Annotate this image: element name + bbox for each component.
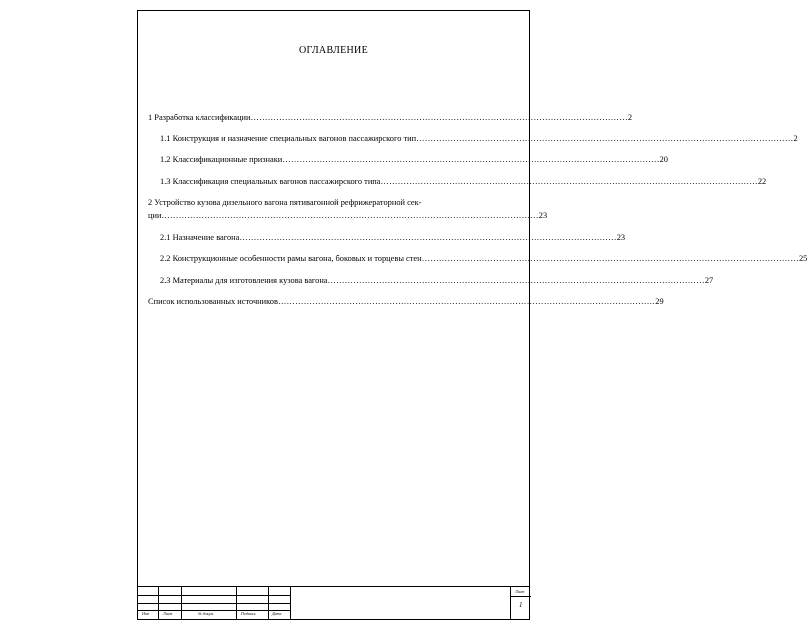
toc-entry-text: 1 Разработка классификации: [148, 113, 251, 122]
toc-page-number: 2: [627, 113, 633, 122]
toc-page-number: 22: [757, 177, 767, 186]
toc-entry-2-2: [160, 254, 807, 264]
toc-entry-text: 1.1 Конструкция и назначение специальных вагонов пассажирского тип: [160, 134, 417, 143]
stamp-caption-doc-number: № докум.: [198, 611, 214, 616]
toc-leader: ……………………………………………………………………………………………………………………: [421, 254, 799, 263]
stamp-line: [138, 603, 290, 604]
toc-page-number: 29: [655, 297, 664, 306]
stamp-caption-izm: Изм: [142, 611, 149, 616]
toc-entry-text: 2.1 Назначение вагона: [160, 233, 240, 242]
toc-leader: ……………………………………………………………………………………………………………………: [239, 233, 617, 242]
toc-entry-text: 1.2 Классификационные признаки: [160, 155, 283, 164]
toc-page-number: 20: [659, 155, 668, 164]
toc-entry-text: 2.3 Материалы для изготовления кузова вагона: [160, 276, 328, 285]
toc-entry-1-1: [160, 134, 798, 144]
toc-leader: ……………………………………………………………………………………………………………………: [282, 155, 660, 164]
toc-leader: ……………………………………………………………………………………………………………………: [250, 113, 628, 122]
sheet-label: Лист: [515, 589, 525, 594]
toc-title: ОГЛАВЛЕНИЕ: [299, 45, 368, 56]
toc-entry-2-3: [160, 276, 714, 286]
toc-entry-1-3: [160, 177, 767, 187]
toc-entry-2-cont: [148, 211, 548, 221]
stamp-line: [138, 610, 290, 611]
toc-entry-2-1: [160, 233, 626, 243]
toc-entry-sources: [148, 297, 664, 307]
toc-page-number: 27: [704, 276, 714, 285]
toc-leader: ……………………………………………………………………………………………………………………: [277, 297, 656, 306]
toc-page-number: 2: [793, 134, 798, 143]
toc-entry-text: 1.3 Классификация специальных вагонов пассажирского типа: [160, 177, 381, 186]
stamp-caption-signature: Подпись: [241, 611, 256, 616]
stamp-line: [290, 587, 291, 619]
document-page: [137, 10, 807, 620]
toc-entry-2: [148, 198, 520, 208]
stamp-caption-list: Лист: [163, 611, 173, 616]
toc-entry-text: 2 Устройство кузова дизельного вагона пятивагонной рефрижераторной сек-: [148, 198, 422, 207]
toc-entry-text: Список использованных источников: [148, 297, 278, 306]
toc-entry-1-2: [160, 155, 668, 165]
stamp-line: [138, 595, 290, 596]
stamp-line: [510, 596, 531, 597]
toc-page-number: 23: [538, 211, 548, 220]
toc-leader: ……………………………………………………………………………………………………………………: [161, 211, 539, 220]
toc-entry-text: 2.2 Конструкционные особенности рамы вагона, боковых и торцевы стен: [160, 254, 422, 263]
toc-entry-1: [148, 113, 633, 123]
title-block: [138, 586, 529, 619]
stamp-caption-date: Дата: [272, 611, 282, 616]
sheet-number: 1: [519, 601, 523, 609]
toc-page-number: 25: [798, 254, 807, 263]
toc-entry-text: ции: [148, 211, 162, 220]
toc-leader: ……………………………………………………………………………………………………………………: [327, 276, 705, 285]
stamp-line: [510, 587, 511, 619]
toc-leader: ……………………………………………………………………………………………………………………: [380, 177, 758, 186]
toc-leader: ……………………………………………………………………………………………………………………: [416, 134, 794, 143]
toc-page-number: 23: [616, 233, 626, 242]
